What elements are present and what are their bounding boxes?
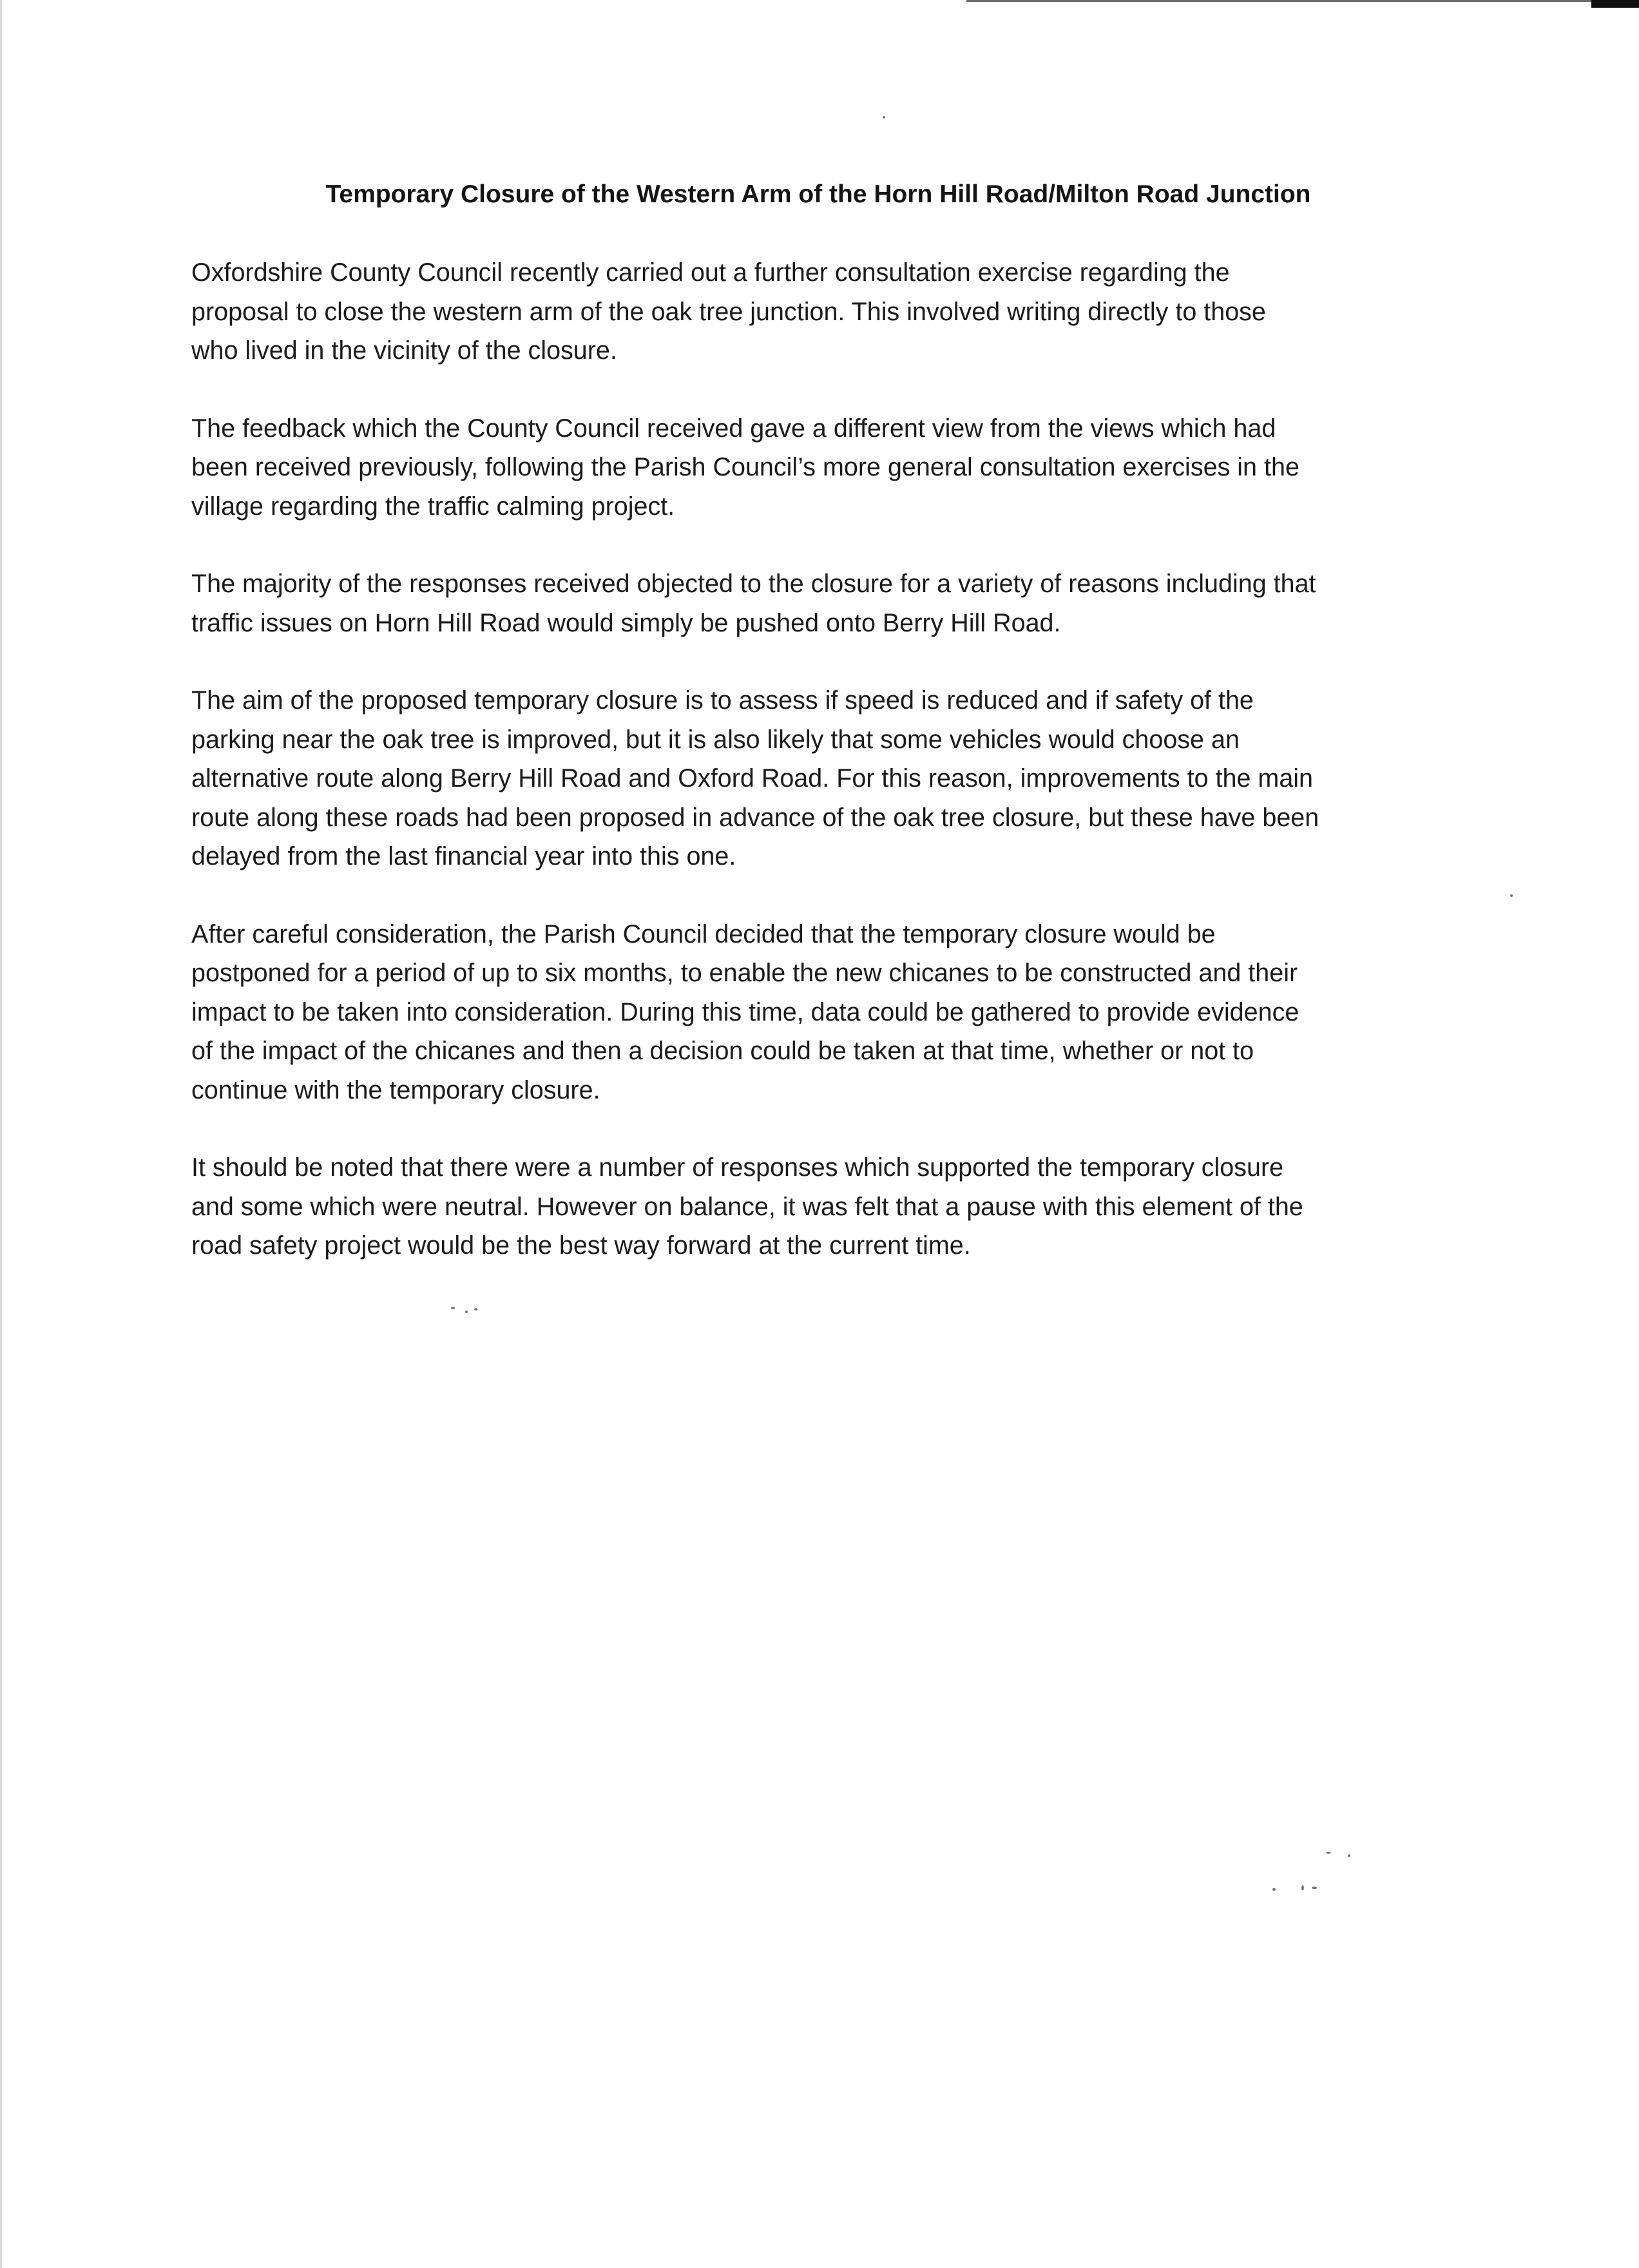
text-line: traffic issues on Horn Hill Road would simply be pushed onto Berry Hill Road. [191, 608, 1061, 637]
text-line: delayed from the last financial year into this one. [191, 842, 736, 870]
text-line: road safety project would be the best way forward at the current time. [191, 1231, 971, 1260]
paragraph-conclusion [191, 1148, 1415, 1265]
text-line: and some which were neutral. However on balance, it was felt that a pause with this element of the [191, 1192, 1303, 1221]
scan-speck [1312, 1887, 1317, 1889]
scan-speck [451, 1307, 455, 1309]
scan-edge-top [966, 0, 1611, 2]
paragraph-decision [191, 915, 1415, 1110]
scan-edge-left [0, 0, 2, 2268]
scan-edge-corner [1591, 0, 1639, 8]
scan-speck [1301, 1885, 1304, 1890]
text-line: continue with the temporary closure. [191, 1075, 600, 1104]
document-body [191, 253, 1415, 1304]
scan-speck [474, 1308, 477, 1311]
scan-speck [883, 116, 885, 119]
text-line: parking near the oak tree is improved, but it is also likely that some vehicles would choose an [191, 725, 1240, 754]
text-line: Oxfordshire County Council recently carried out a further consultation exercise regarding the [191, 258, 1230, 287]
scan-speck [1348, 1854, 1350, 1857]
scan-speck [1326, 1852, 1331, 1854]
text-line: route along these roads had been proposed in advance of the oak tree closure, but these have been [191, 803, 1319, 832]
paragraph-aim [191, 681, 1415, 876]
text-line: The majority of the responses received objected to the closure for a variety of reasons including that [191, 570, 1316, 598]
text-line: who lived in the vicinity of the closure. [191, 336, 617, 365]
text-line: It should be noted that there were a number of responses which supported the temporary closure [191, 1153, 1284, 1182]
text-line: The feedback which the County Council received gave a different view from the views which had [191, 414, 1276, 443]
text-line: The aim of the proposed temporary closure is to assess if speed is reduced and if safety of the [191, 686, 1254, 715]
document-title: Temporary Closure of the Western Arm of the Horn Hill Road/Milton Road Junction [325, 180, 1311, 208]
text-line: village regarding the traffic calming project. [191, 492, 675, 521]
text-line: postponed for a period of up to six months, to enable the new chicanes to be constructed and their [191, 959, 1298, 987]
paragraph-feedback [191, 409, 1415, 526]
text-line: of the impact of the chicanes and then a decision could be taken at that time, whether or not to [191, 1037, 1254, 1065]
paragraph-consultation [191, 253, 1415, 370]
text-line: After careful consideration, the Parish Council decided that the temporary closure would be [191, 919, 1216, 948]
scan-speck [1510, 894, 1513, 897]
text-line: alternative route along Berry Hill Road and Oxford Road. For this reason, improvements to the main [191, 764, 1314, 793]
scan-speck [465, 1311, 468, 1313]
text-line: impact to be taken into consideration. During this time, data could be gathered to provide evidence [191, 997, 1299, 1026]
scan-speck [1272, 1888, 1276, 1891]
paragraph-objections [191, 564, 1415, 642]
text-line: proposal to close the western arm of the oak tree junction. This involved writing directly to those [191, 297, 1266, 326]
text-line: been received previously, following the Parish Council’s more general consultation exercises in the [191, 453, 1299, 481]
